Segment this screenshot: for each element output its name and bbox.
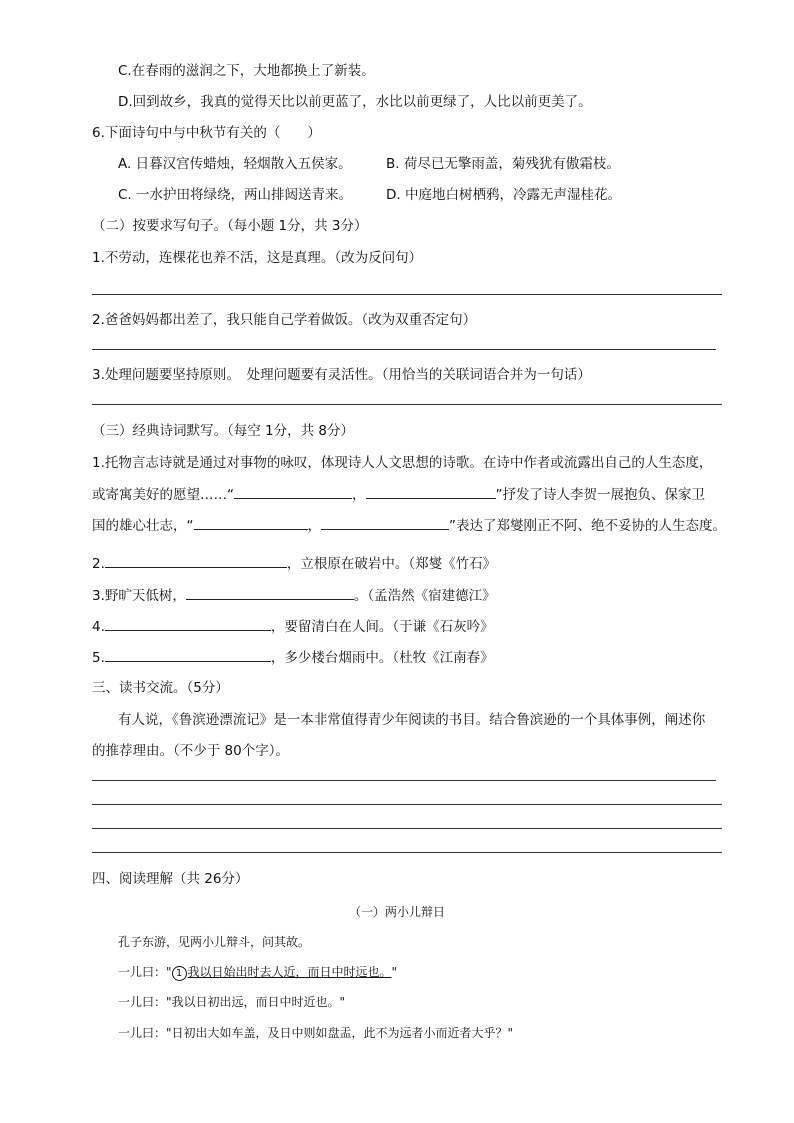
part-3-title: 三、读书交流。（5分） xyxy=(92,680,229,696)
text: 国的雄心壮志，“ xyxy=(92,518,194,534)
sec3-question-2 xyxy=(92,553,496,574)
text: 3.野旷天低树， xyxy=(92,588,186,604)
fill-blank[interactable] xyxy=(366,484,496,499)
text: ， xyxy=(307,518,321,534)
sec3-question-4 xyxy=(92,616,494,637)
sec2-question-3: 3.处理问题要坚持原则。 处理问题要有灵活性。（用恰当的关联词语合并为一句话） xyxy=(92,367,591,383)
section-2-title: （二）按要求写句子。（每小题 1分，共 3分） xyxy=(92,218,368,234)
text: 5. xyxy=(92,650,105,666)
passage-line-3: 一儿曰："我以日初出远，而日中时近也。" xyxy=(118,995,346,1009)
sec3-q1-line2 xyxy=(92,484,705,505)
text: ，多少楼台烟雨中。（杜牧《江南春》 xyxy=(270,650,494,666)
text: ”表达了郑燮刚正不阿、绝不妥协的人生态度。 xyxy=(449,518,726,534)
passage-title: （一）两小儿辩日 xyxy=(348,905,445,919)
q6-option-b: B. 荷尽已无擎雨盖，菊残犹有傲霜枝。 xyxy=(386,156,620,172)
underlined-sentence: 我以日始出时去人近，而日中时远也。 xyxy=(187,965,392,979)
sec3-q1-line3 xyxy=(92,515,726,536)
fill-blank[interactable] xyxy=(105,553,287,568)
sec2-question-2: 2.爸爸妈妈都出差了，我只能自己学着做饭。（改为双重否定句） xyxy=(92,312,477,328)
q6-option-c: C. 一水护田将绿绕，两山排闼送青来。 xyxy=(118,187,353,203)
passage-line-2 xyxy=(118,962,397,982)
passage-line-4: 一儿曰："日初出大如车盖，及日中则如盘盂，此不为远者小而近者大乎？" xyxy=(118,1026,514,1040)
answer-line[interactable] xyxy=(92,349,716,350)
text: ”抒发了诗人李贺一展抱负、保家卫 xyxy=(495,487,705,503)
passage-line-1: 孔子东游，见两小儿辩斗，问其故。 xyxy=(118,935,311,949)
text: 或寄寓美好的愿望……“ xyxy=(92,487,234,503)
sec3-question-3 xyxy=(92,585,496,606)
q5-option-c: C.在春雨的滋润之下，大地都换上了新装。 xyxy=(118,63,375,79)
q6-option-d: D. 中庭地白树栖鸦，冷露无声湿桂花。 xyxy=(386,187,621,203)
sec2-question-1: 1.不劳动，连棵花也养不活，这是真理。（改为反问句） xyxy=(92,250,423,266)
part3-prompt-line1: 有人说，《鲁滨逊漂流记》是一本非常值得青少年阅读的书目。结合鲁滨逊的一个具体事例，阐述你 xyxy=(118,712,706,728)
answer-line[interactable] xyxy=(92,294,722,295)
section-3-title: （三）经典诗词默写。（每空 1分，共 8分） xyxy=(92,423,355,439)
q6-option-a: A. 日暮汉宫传蜡烛，轻烟散入五侯家。 xyxy=(118,156,352,172)
fill-blank[interactable] xyxy=(194,515,308,530)
fill-blank[interactable] xyxy=(105,616,271,631)
sec3-question-5 xyxy=(92,647,494,668)
fill-blank[interactable] xyxy=(234,484,352,499)
text: ， xyxy=(352,487,366,503)
text: ，立根原在破岩中。（郑燮《竹石》 xyxy=(286,556,497,572)
text: " xyxy=(391,965,398,979)
fill-blank[interactable] xyxy=(186,585,354,600)
part-4-title: 四、阅读理解（共 26分） xyxy=(92,871,249,887)
answer-line[interactable] xyxy=(92,404,722,405)
q5-option-d: D.回到故乡，我真的觉得天比以前更蓝了，水比以前更绿了，人比以前更美了。 xyxy=(118,94,592,110)
text: 2. xyxy=(92,556,105,572)
q6-stem: 6.下面诗句中与中秋节有关的（ ） xyxy=(92,125,321,141)
part3-prompt-line2: 的推荐理由。（不少于 80个字）。 xyxy=(92,743,289,759)
answer-line[interactable] xyxy=(92,828,722,829)
answer-line[interactable] xyxy=(92,804,722,805)
text: ，要留清白在人间。（于谦《石灰吟》 xyxy=(270,619,494,635)
fill-blank[interactable] xyxy=(321,515,449,530)
answer-line[interactable] xyxy=(92,852,722,853)
fill-blank[interactable] xyxy=(105,647,271,662)
sec3-q1-line1: 1.托物言志诗就是通过对事物的咏叹，体现诗人人文思想的诗歌。在诗中作者或流露出自己的人生态度， xyxy=(92,455,713,471)
text: 4. xyxy=(92,619,105,635)
answer-line[interactable] xyxy=(92,780,716,781)
text: 一儿曰：" xyxy=(118,965,172,979)
text: 。（孟浩然《宿建德江》 xyxy=(353,588,496,604)
circled-number: 1 xyxy=(172,966,187,981)
